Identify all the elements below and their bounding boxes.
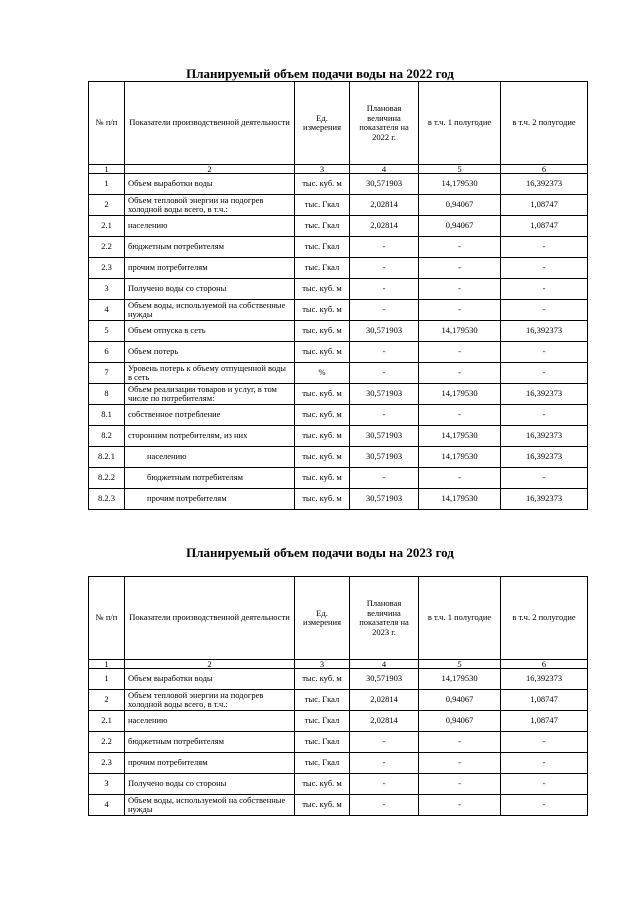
half2-value: - bbox=[501, 468, 588, 489]
unit-cell: тыс. Гкал bbox=[295, 753, 350, 774]
header-h1: в т.ч. 1 полугодие bbox=[419, 577, 501, 660]
plan-value: - bbox=[350, 795, 419, 816]
unit-cell: тыс. куб. м bbox=[295, 669, 350, 690]
table-row bbox=[89, 321, 588, 342]
plan-value: 30,571903 bbox=[350, 174, 419, 195]
indicator-name: Объем воды, используемой на собственные нужды bbox=[125, 795, 295, 816]
half2-value: 1,08747 bbox=[501, 690, 588, 711]
half1-value: 14,179530 bbox=[419, 447, 501, 468]
half2-value: - bbox=[501, 258, 588, 279]
header-name: Показатели производственной деятельности bbox=[125, 577, 295, 660]
row-number: 8.2.2 bbox=[89, 468, 125, 489]
half1-value: - bbox=[419, 258, 501, 279]
indicator-name: сторонним потребителям, из них bbox=[125, 426, 295, 447]
indicator-name: бюджетным потребителям bbox=[125, 468, 295, 489]
header-num: № п/п bbox=[89, 82, 125, 165]
plan-value: 30,571903 bbox=[350, 489, 419, 510]
indicator-name: населению bbox=[125, 447, 295, 468]
half2-value: - bbox=[501, 300, 588, 321]
table-row bbox=[89, 753, 588, 774]
unit-cell: тыс. куб. м bbox=[295, 426, 350, 447]
row-number: 5 bbox=[89, 321, 125, 342]
row-number: 2.2 bbox=[89, 237, 125, 258]
table-row bbox=[89, 237, 588, 258]
half1-value: 14,179530 bbox=[419, 174, 501, 195]
indicator-name: Получено воды со стороны bbox=[125, 774, 295, 795]
table-row bbox=[89, 174, 588, 195]
header-h2: в т.ч. 2 полугодие bbox=[501, 577, 588, 660]
half2-value: - bbox=[501, 363, 588, 384]
plan-value: - bbox=[350, 258, 419, 279]
table-row bbox=[89, 732, 588, 753]
table-row bbox=[89, 426, 588, 447]
table-row bbox=[89, 342, 588, 363]
table-2022-body bbox=[89, 174, 588, 510]
indicator-name: бюджетным потребителям bbox=[125, 732, 295, 753]
row-number: 2.1 bbox=[89, 216, 125, 237]
half1-value: 14,179530 bbox=[419, 669, 501, 690]
indicator-name: Объем реализации товаров и услуг, в том числе по потребителям: bbox=[125, 384, 295, 405]
col-index-cell: 4 bbox=[350, 660, 419, 669]
indicator-name: Получено воды со стороны bbox=[125, 279, 295, 300]
table-row bbox=[89, 690, 588, 711]
plan-value: - bbox=[350, 732, 419, 753]
plan-value: 30,571903 bbox=[350, 321, 419, 342]
table-header-row bbox=[89, 82, 588, 165]
row-number: 3 bbox=[89, 279, 125, 300]
page-title-2023: Планируемый объем подачи воды на 2023 год bbox=[186, 545, 454, 560]
unit-cell: тыс. Гкал bbox=[295, 690, 350, 711]
unit-cell: тыс. Гкал bbox=[295, 732, 350, 753]
half1-value: 0,94067 bbox=[419, 711, 501, 732]
half2-value: 1,08747 bbox=[501, 216, 588, 237]
table-row bbox=[89, 489, 588, 510]
plan-value: 2,02814 bbox=[350, 195, 419, 216]
unit-cell: тыс. куб. м bbox=[295, 300, 350, 321]
indicator-name: Объем тепловой энергии на подогрев холодной воды всего, в т.ч.: bbox=[125, 690, 295, 711]
row-number: 8.1 bbox=[89, 405, 125, 426]
row-number: 2.3 bbox=[89, 753, 125, 774]
half1-value: - bbox=[419, 342, 501, 363]
column-index-row bbox=[89, 660, 588, 669]
half1-value: 0,94067 bbox=[419, 216, 501, 237]
half1-value: 0,94067 bbox=[419, 690, 501, 711]
col-index-cell: 5 bbox=[419, 660, 501, 669]
indicator-name: Объем отпуска в сеть bbox=[125, 321, 295, 342]
unit-cell: тыс. Гкал bbox=[295, 258, 350, 279]
indicator-name: Объем потерь bbox=[125, 342, 295, 363]
header-num: № п/п bbox=[89, 577, 125, 660]
indicator-name: Уровень потерь к объему отпущенной воды в сеть bbox=[125, 363, 295, 384]
plan-value: 2,02814 bbox=[350, 216, 419, 237]
unit-cell: тыс. куб. м bbox=[295, 489, 350, 510]
half1-value: 14,179530 bbox=[419, 384, 501, 405]
table-row bbox=[89, 363, 588, 384]
table-header-row bbox=[89, 577, 588, 660]
col-index-cell: 6 bbox=[501, 660, 588, 669]
half2-value: 16,392373 bbox=[501, 174, 588, 195]
half1-value: 14,179530 bbox=[419, 489, 501, 510]
indicator-name: Объем выработки воды bbox=[125, 174, 295, 195]
row-number: 8 bbox=[89, 384, 125, 405]
half1-value: - bbox=[419, 753, 501, 774]
unit-cell: тыс. куб. м bbox=[295, 321, 350, 342]
indicator-name: собственное потребление bbox=[125, 405, 295, 426]
table-row bbox=[89, 468, 588, 489]
table-row bbox=[89, 405, 588, 426]
plan-value: - bbox=[350, 468, 419, 489]
indicator-name: населению bbox=[125, 711, 295, 732]
row-number: 2 bbox=[89, 195, 125, 216]
header-h1: в т.ч. 1 полугодие bbox=[419, 82, 501, 165]
header-plan: Плановая величина показателя на 2022 г. bbox=[350, 82, 419, 165]
half1-value: - bbox=[419, 732, 501, 753]
half1-value: 14,179530 bbox=[419, 426, 501, 447]
plan-value: 30,571903 bbox=[350, 384, 419, 405]
plan-value: 2,02814 bbox=[350, 711, 419, 732]
half2-value: - bbox=[501, 405, 588, 426]
row-number: 1 bbox=[89, 174, 125, 195]
col-index-cell: 3 bbox=[295, 660, 350, 669]
row-number: 8.2 bbox=[89, 426, 125, 447]
unit-cell: тыс. Гкал bbox=[295, 195, 350, 216]
row-number: 8.2.1 bbox=[89, 447, 125, 468]
plan-value: - bbox=[350, 279, 419, 300]
table-2023-body bbox=[89, 669, 588, 816]
table-row bbox=[89, 795, 588, 816]
half2-value: 16,392373 bbox=[501, 669, 588, 690]
half2-value: - bbox=[501, 279, 588, 300]
half2-value: 1,08747 bbox=[501, 711, 588, 732]
unit-cell: тыс. куб. м bbox=[295, 174, 350, 195]
half2-value: 16,392373 bbox=[501, 384, 588, 405]
indicator-name: Объем выработки воды bbox=[125, 669, 295, 690]
row-number: 2 bbox=[89, 690, 125, 711]
table-row bbox=[89, 279, 588, 300]
header-plan: Плановая величина показателя на 2023 г. bbox=[350, 577, 419, 660]
row-number: 8.2.3 bbox=[89, 489, 125, 510]
header-name: Показатели производственной деятельности bbox=[125, 82, 295, 165]
unit-cell: % bbox=[295, 363, 350, 384]
half1-value: - bbox=[419, 363, 501, 384]
table-2022 bbox=[88, 81, 588, 510]
plan-value: - bbox=[350, 237, 419, 258]
half1-value: 0,94067 bbox=[419, 195, 501, 216]
half2-value: 16,392373 bbox=[501, 426, 588, 447]
row-number: 7 bbox=[89, 363, 125, 384]
plan-value: - bbox=[350, 405, 419, 426]
plan-value: - bbox=[350, 342, 419, 363]
header-unit: Ед. измерения bbox=[295, 577, 350, 660]
table-row bbox=[89, 447, 588, 468]
row-number: 4 bbox=[89, 300, 125, 321]
plan-value: - bbox=[350, 753, 419, 774]
half1-value: - bbox=[419, 795, 501, 816]
unit-cell: тыс. Гкал bbox=[295, 216, 350, 237]
half1-value: - bbox=[419, 774, 501, 795]
col-index-cell: 5 bbox=[419, 165, 501, 174]
row-number: 2.1 bbox=[89, 711, 125, 732]
row-number: 3 bbox=[89, 774, 125, 795]
half2-value: - bbox=[501, 795, 588, 816]
row-number: 2.3 bbox=[89, 258, 125, 279]
row-number: 1 bbox=[89, 669, 125, 690]
unit-cell: тыс. куб. м bbox=[295, 447, 350, 468]
unit-cell: тыс. куб. м bbox=[295, 279, 350, 300]
row-number: 4 bbox=[89, 795, 125, 816]
half1-value: 14,179530 bbox=[419, 321, 501, 342]
table-row bbox=[89, 195, 588, 216]
table-row bbox=[89, 711, 588, 732]
table-row bbox=[89, 384, 588, 405]
col-index-cell: 1 bbox=[89, 165, 125, 174]
half1-value: - bbox=[419, 237, 501, 258]
plan-value: 30,571903 bbox=[350, 669, 419, 690]
col-index-cell: 3 bbox=[295, 165, 350, 174]
half2-value: 16,392373 bbox=[501, 447, 588, 468]
header-h2: в т.ч. 2 полугодие bbox=[501, 82, 588, 165]
indicator-name: населению bbox=[125, 216, 295, 237]
indicator-name: прочим потребителям bbox=[125, 753, 295, 774]
col-index-cell: 2 bbox=[125, 165, 295, 174]
half2-value: 16,392373 bbox=[501, 321, 588, 342]
col-index-cell: 4 bbox=[350, 165, 419, 174]
table-row bbox=[89, 300, 588, 321]
indicator-name: бюджетным потребителям bbox=[125, 237, 295, 258]
half1-value: - bbox=[419, 300, 501, 321]
half2-value: - bbox=[501, 237, 588, 258]
indicator-name: Объем воды, используемой на собственные нужды bbox=[125, 300, 295, 321]
unit-cell: тыс. Гкал bbox=[295, 711, 350, 732]
unit-cell: тыс. куб. м bbox=[295, 405, 350, 426]
half2-value: 16,392373 bbox=[501, 489, 588, 510]
col-index-cell: 1 bbox=[89, 660, 125, 669]
half1-value: - bbox=[419, 468, 501, 489]
page-title-2022: Планируемый объем подачи воды на 2022 год bbox=[186, 66, 454, 81]
indicator-name: прочим потребителям bbox=[125, 489, 295, 510]
table-row bbox=[89, 669, 588, 690]
plan-value: - bbox=[350, 774, 419, 795]
indicator-name: прочим потребителям bbox=[125, 258, 295, 279]
plan-value: - bbox=[350, 363, 419, 384]
half2-value: - bbox=[501, 774, 588, 795]
plan-value: 30,571903 bbox=[350, 447, 419, 468]
unit-cell: тыс. куб. м bbox=[295, 468, 350, 489]
unit-cell: тыс. Гкал bbox=[295, 237, 350, 258]
table-row bbox=[89, 258, 588, 279]
half2-value: - bbox=[501, 753, 588, 774]
row-number: 2.2 bbox=[89, 732, 125, 753]
col-index-cell: 6 bbox=[501, 165, 588, 174]
unit-cell: тыс. куб. м bbox=[295, 795, 350, 816]
header-unit: Ед. измерения bbox=[295, 82, 350, 165]
plan-value: 30,571903 bbox=[350, 426, 419, 447]
plan-value: 2,02814 bbox=[350, 690, 419, 711]
table-2023 bbox=[88, 576, 588, 816]
half2-value: - bbox=[501, 342, 588, 363]
table-row bbox=[89, 774, 588, 795]
unit-cell: тыс. куб. м bbox=[295, 384, 350, 405]
indicator-name: Объем тепловой энергии на подогрев холодной воды всего, в т.ч.: bbox=[125, 195, 295, 216]
half2-value: 1,08747 bbox=[501, 195, 588, 216]
half1-value: - bbox=[419, 405, 501, 426]
half2-value: - bbox=[501, 732, 588, 753]
unit-cell: тыс. куб. м bbox=[295, 342, 350, 363]
half1-value: - bbox=[419, 279, 501, 300]
col-index-cell: 2 bbox=[125, 660, 295, 669]
table-row bbox=[89, 216, 588, 237]
unit-cell: тыс. куб. м bbox=[295, 774, 350, 795]
row-number: 6 bbox=[89, 342, 125, 363]
plan-value: - bbox=[350, 300, 419, 321]
column-index-row bbox=[89, 165, 588, 174]
